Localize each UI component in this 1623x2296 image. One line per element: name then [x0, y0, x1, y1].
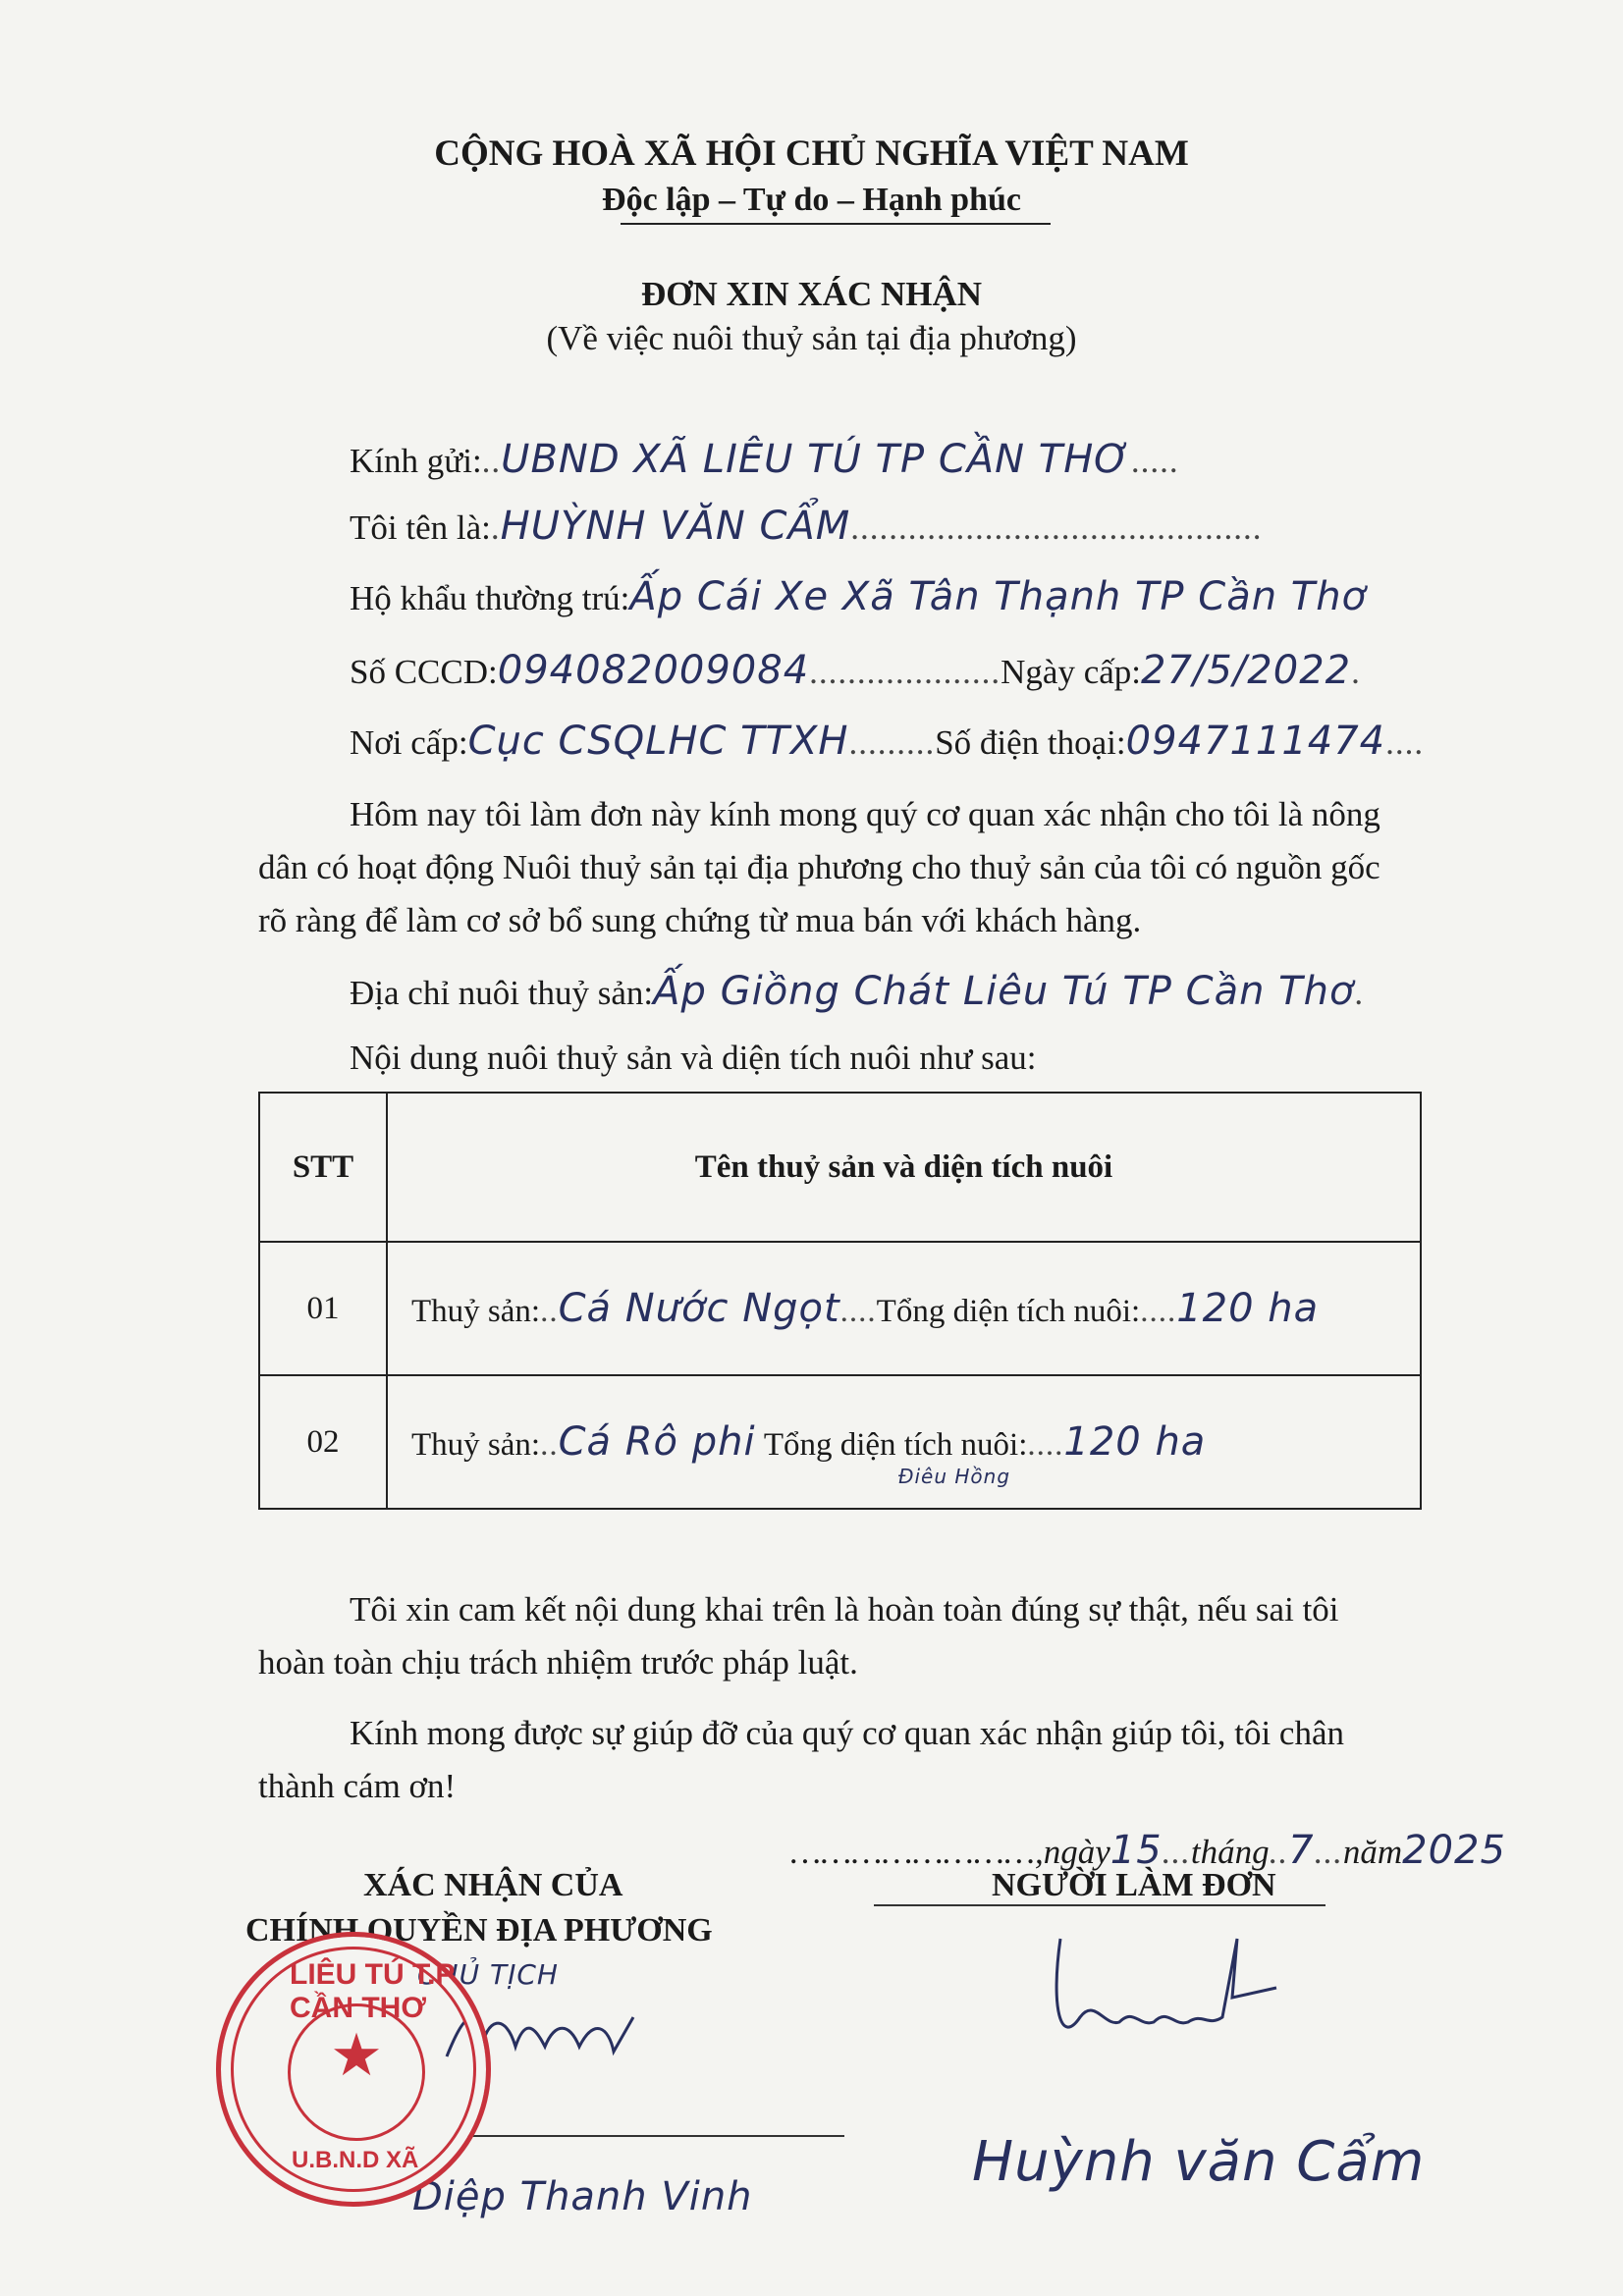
motto: Độc lập – Tự do – Hạnh phúc — [602, 182, 1021, 218]
doc-subtitle: (Về việc nuôi thuỷ sản tại địa phương) — [546, 319, 1077, 357]
para1-line3: rõ ràng để làm cơ sở bổ sung chứng từ mua bán với khách hàng. — [258, 901, 1142, 939]
left-sig-title-1: XÁC NHẬN CỦA — [363, 1867, 623, 1903]
thanks-line2: thành cám ơn! — [258, 1767, 457, 1805]
row-content: Thuỷ sản:..Cá Nước Ngọt....Tổng diện tích nuôi:....120 ha — [387, 1242, 1421, 1375]
field-issue-place: Nơi cấp:Cục CSQLHC TTXH.........Số điện thoại:0947111474.... — [350, 719, 1425, 764]
row-stt: 01 — [259, 1242, 387, 1375]
col-stt: STT — [259, 1093, 387, 1242]
left-sig-name: Diệp Thanh Vinh — [412, 2174, 753, 2219]
col-name: Tên thuỷ sản và diện tích nuôi — [387, 1093, 1421, 1242]
motto-underline — [621, 223, 1051, 225]
star-icon: ★ — [330, 2023, 383, 2088]
nation-header: CỘNG HOÀ XÃ HỘI CHỦ NGHĨA VIỆT NAM — [434, 133, 1189, 174]
field-id: Số CCCD:094082009084....................Ngày cấp:27/5/2022. — [350, 648, 1361, 693]
field-farm-address: Địa chỉ nuôi thuỷ sản:Ấp Giồng Chát Liêu Tú TP Cần Thơ. — [350, 969, 1365, 1014]
phone-value: 0947111474 — [1125, 719, 1386, 764]
month-value: 7 — [1288, 1828, 1315, 1873]
month-label: tháng — [1190, 1833, 1270, 1871]
right-signature-icon — [1041, 1929, 1286, 2056]
content-intro: Nội dung nuôi thuỷ sản và diện tích nuôi như sau: — [350, 1039, 1037, 1077]
right-sig-title: NGƯỜI LÀM ĐƠN — [992, 1867, 1276, 1903]
field-to: Kính gửi:..UBND XÃ LIÊU TÚ TP CẦN THƠ..... — [350, 437, 1179, 482]
doc-title: ĐƠN XIN XÁC NHẬN — [640, 275, 983, 313]
residence-value: Ấp Cái Xe Xã Tân Thạnh TP Cần Thơ — [629, 574, 1368, 619]
day-value: 15 — [1109, 1828, 1163, 1873]
day-label: ngày — [1043, 1833, 1110, 1871]
thanks-line1: Kính mong được sự giúp đỡ của quý cơ quan xác nhận giúp tôi, tôi chân — [350, 1714, 1345, 1752]
right-signature-line — [874, 1904, 1325, 1906]
date-prefix: ……………………, — [790, 1833, 1044, 1871]
table-header-row — [259, 1093, 1421, 1242]
left-sig-role: CHỦ TỊCH — [417, 1958, 559, 1991]
seal-prefix: U.B.N.D XÃ — [292, 2147, 419, 2173]
official-seal-icon — [216, 1932, 491, 2207]
area-label: Tổng diện tích nuôi: — [763, 1427, 1028, 1463]
product-label: Thuỷ sản: — [411, 1294, 541, 1329]
farm-addr-value: Ấp Giồng Chát Liêu Tú TP Cần Thơ — [653, 969, 1355, 1014]
row-content: Thuỷ sản:..Cá Rô phi Điêu Hồng Tổng diện tích nuôi:....120 ha — [387, 1375, 1421, 1509]
farm-addr-label: Địa chỉ nuôi thuỷ sản: — [350, 974, 654, 1012]
commit-line2: hoàn toàn chịu trách nhiệm trước pháp luật. — [258, 1643, 858, 1682]
area-value: 120 ha — [1063, 1419, 1207, 1465]
table-row — [259, 1375, 1421, 1509]
para1-line1: Hôm nay tôi làm đơn này kính mong quý cơ quan xác nhận cho tôi là nông — [350, 795, 1380, 833]
to-value: UBND XÃ LIÊU TÚ TP CẦN THƠ — [501, 437, 1131, 482]
commit-line1: Tôi xin cam kết nội dung khai trên là hoàn toàn đúng sự thật, nếu sai tôi — [350, 1590, 1339, 1629]
left-signature-line — [461, 2135, 844, 2137]
area-value: 120 ha — [1176, 1286, 1320, 1331]
field-name: Tôi tên là:.HUỲNH VĂN CẨM........................................... — [350, 504, 1263, 549]
area-label: Tổng diện tích nuôi: — [876, 1294, 1141, 1329]
aquaculture-table — [258, 1092, 1422, 1510]
seal-emblem — [288, 2003, 425, 2141]
to-label: Kính gửi: — [350, 442, 482, 480]
product-extra-note: Điêu Hồng — [898, 1465, 1011, 1488]
para1-line2: dân có hoạt động Nuôi thuỷ sản tại địa phương cho thuỷ sản của tôi có nguồn gốc — [258, 848, 1380, 886]
issue-date-label: Ngày cấp: — [1001, 653, 1141, 691]
id-value: 094082009084 — [497, 648, 810, 693]
year-label: năm — [1342, 1833, 1403, 1871]
right-sig-name: Huỳnh văn Cẩm — [972, 2130, 1426, 2194]
issue-date-value: 27/5/2022 — [1141, 648, 1352, 693]
residence-label: Hộ khẩu thường trú: — [350, 579, 630, 617]
field-residence — [350, 574, 1367, 619]
date-line: ……………………,ngày15...tháng..7...năm2025 — [790, 1828, 1506, 1873]
phone-label: Số điện thoại: — [935, 723, 1126, 762]
name-value: HUỲNH VĂN CẨM — [500, 504, 851, 549]
left-sig-title-2: CHÍNH QUYỀN ĐỊA PHƯƠNG — [245, 1912, 713, 1949]
id-label: Số CCCD: — [350, 653, 498, 691]
issue-place-label: Nơi cấp: — [350, 723, 468, 762]
product-value: Cá Nước Ngọt — [558, 1286, 840, 1331]
name-label: Tôi tên là: — [350, 508, 491, 547]
year-value: 2025 — [1402, 1828, 1506, 1873]
product-label: Thuỷ sản: — [411, 1427, 541, 1463]
product-value: Cá Rô phi — [558, 1419, 756, 1465]
table-row — [259, 1242, 1421, 1375]
row-stt: 02 — [259, 1375, 387, 1509]
issue-place-value: Cục CSQLHC TTXH — [467, 719, 849, 764]
seal-text: LIÊU TÚ T.P CẦN THƠ — [290, 1958, 455, 2024]
